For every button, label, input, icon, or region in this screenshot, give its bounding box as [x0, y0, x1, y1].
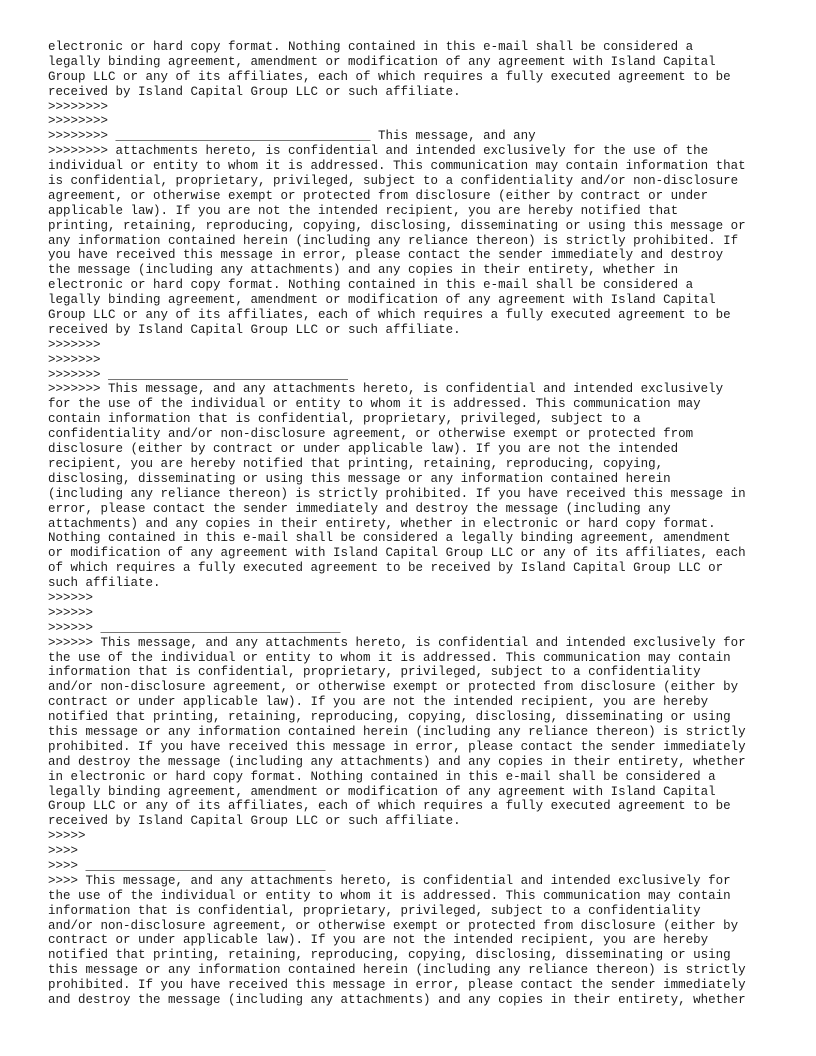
- text-line: prohibited. If you have received this message in error, please contact the sender immediately: [48, 978, 746, 993]
- text-line: and/or non-disclosure agreement, or otherwise exempt or protected from disclosure (either by: [48, 918, 739, 933]
- text-line: of which requires a fully executed agreement to be received by Island Capital Group LLC or: [48, 561, 724, 576]
- text-line: recipient, you are hereby notified that printing, retaining, reproducing, copying,: [48, 456, 664, 471]
- text-line: the message (including any attachments) and any copies in their entirety, whether in: [48, 263, 679, 278]
- text-line: >>>> This message, and any attachments hereto, is confidential and intended exclusively for: [48, 873, 731, 888]
- text-line: >>>>: [48, 844, 79, 859]
- text-line: >>>>>>>: [48, 337, 101, 352]
- text-line: received by Island Capital Group LLC or such affiliate.: [48, 322, 461, 337]
- text-line: electronic or hard copy format. Nothing contained in this e-mail shall be considered a: [48, 278, 694, 293]
- text-line: >>>>>>> This message, and any attachments hereto, is confidential and intended exclusively: [48, 382, 724, 397]
- text-line: legally binding agreement, amendment or modification of any agreement with Island Capital: [48, 784, 716, 799]
- text-line: Group LLC or any of its affiliates, each of which requires a fully executed agreement to be: [48, 69, 731, 84]
- text-line: information that is confidential, proprietary, privileged, subject to a confidentiality: [48, 903, 701, 918]
- text-line: such affiliate.: [48, 576, 161, 591]
- text-line: for the use of the individual or entity to whom it is addressed. This communication may: [48, 397, 701, 412]
- text-line: >>>>>> This message, and any attachments hereto, is confidential and intended exclusively for: [48, 635, 746, 650]
- text-line: contain information that is confidential, proprietary, privileged, subject to a: [48, 412, 641, 427]
- text-line: information that is confidential, proprietary, privileged, subject to a confidentiality: [48, 665, 701, 680]
- text-line: notified that printing, retaining, reproducing, copying, disclosing, disseminating or using: [48, 710, 731, 725]
- text-line: individual or entity to whom it is addressed. This communication may contain information that: [48, 159, 746, 174]
- text-line: >>>>>>>: [48, 352, 101, 367]
- text-line: Nothing contained in this e-mail shall be considered a legally binding agreement, amendment: [48, 531, 731, 546]
- text-line: received by Island Capital Group LLC or such affiliate.: [48, 84, 461, 99]
- text-line: legally binding agreement, amendment or modification of any agreement with Island Capital: [48, 54, 716, 69]
- text-line: >>>>>>: [48, 605, 94, 620]
- text-line: contract or under applicable law). If you are not the intended recipient, you are hereby: [48, 695, 709, 710]
- text-line: or modification of any agreement with Island Capital Group LLC or any of its affiliates, each: [48, 546, 746, 561]
- text-line: (including any reliance thereon) is strictly prohibited. If you have received this message in: [48, 486, 746, 501]
- text-line: Group LLC or any of its affiliates, each of which requires a fully executed agreement to be: [48, 799, 731, 814]
- email-body: [48, 40, 788, 1008]
- text-line: disclosing, disseminating or using this message or any information contained herein: [48, 471, 671, 486]
- text-line: >>>>>: [48, 829, 86, 844]
- text-line: confidentiality and/or non-disclosure agreement, or otherwise exempt or protected from: [48, 427, 694, 442]
- text-line: applicable law). If you are not the intended recipient, you are hereby notified that: [48, 203, 679, 218]
- text-line: electronic or hard copy format. Nothing contained in this e-mail shall be considered a: [48, 40, 694, 54]
- text-line: the use of the individual or entity to whom it is addressed. This communication may contain: [48, 888, 731, 903]
- text-line: in electronic or hard copy format. Nothing contained in this e-mail shall be considered a: [48, 769, 716, 784]
- text-line: >>>>>>>>: [48, 114, 109, 129]
- text-line: >>>>>>>>: [48, 99, 109, 114]
- text-line: >>>>>>> ________________________________: [48, 367, 349, 382]
- text-line: the use of the individual or entity to whom it is addressed. This communication may contain: [48, 650, 731, 665]
- text-line: >>>>>>: [48, 590, 94, 605]
- text-line: is confidential, proprietary, privileged, subject to a confidentiality and/or non-disclosure: [48, 174, 739, 189]
- text-line: and/or non-disclosure agreement, or otherwise exempt or protected from disclosure (either by: [48, 680, 739, 695]
- text-line: >>>>>>>> attachments hereto, is confidential and intended exclusively for the use of the: [48, 144, 709, 159]
- text-line: >>>>>>>> __________________________________ This message, and any: [48, 129, 536, 144]
- text-line: >>>> ________________________________: [48, 858, 326, 873]
- text-line: and destroy the message (including any attachments) and any copies in their entirety, whether: [48, 754, 746, 769]
- text-line: this message or any information contained herein (including any reliance thereon) is strictly: [48, 963, 746, 978]
- text-line: and destroy the message (including any attachments) and any copies in their entirety, whether: [48, 993, 746, 1007]
- text-line: error, please contact the sender immediately and destroy the message (including any: [48, 501, 671, 516]
- text-line: notified that printing, retaining, reproducing, copying, disclosing, disseminating or using: [48, 948, 731, 963]
- text-line: this message or any information contained herein (including any reliance thereon) is strictly: [48, 724, 746, 739]
- text-line: disclosure (either by contract or under applicable law). If you are not the intended: [48, 442, 679, 457]
- text-line: >>>>>> ________________________________: [48, 620, 341, 635]
- text-line: received by Island Capital Group LLC or such affiliate.: [48, 814, 461, 829]
- text-line: prohibited. If you have received this message in error, please contact the sender immediately: [48, 739, 746, 754]
- text-line: any information contained herein (including any reliance thereon) is strictly prohibited. If: [48, 233, 739, 248]
- text-line: legally binding agreement, amendment or modification of any agreement with Island Capital: [48, 293, 716, 308]
- text-line: you have received this message in error, please contact the sender immediately and destroy: [48, 248, 724, 263]
- text-line: agreement, or otherwise exempt or protected from disclosure (either by contract or under: [48, 188, 709, 203]
- text-line: attachments) and any copies in their entirety, whether in electronic or hard copy format.: [48, 516, 716, 531]
- text-line: contract or under applicable law). If you are not the intended recipient, you are hereby: [48, 933, 709, 948]
- text-line: Group LLC or any of its affiliates, each of which requires a fully executed agreement to be: [48, 308, 731, 323]
- text-line: printing, retaining, reproducing, copying, disclosing, disseminating or using this message or: [48, 218, 746, 233]
